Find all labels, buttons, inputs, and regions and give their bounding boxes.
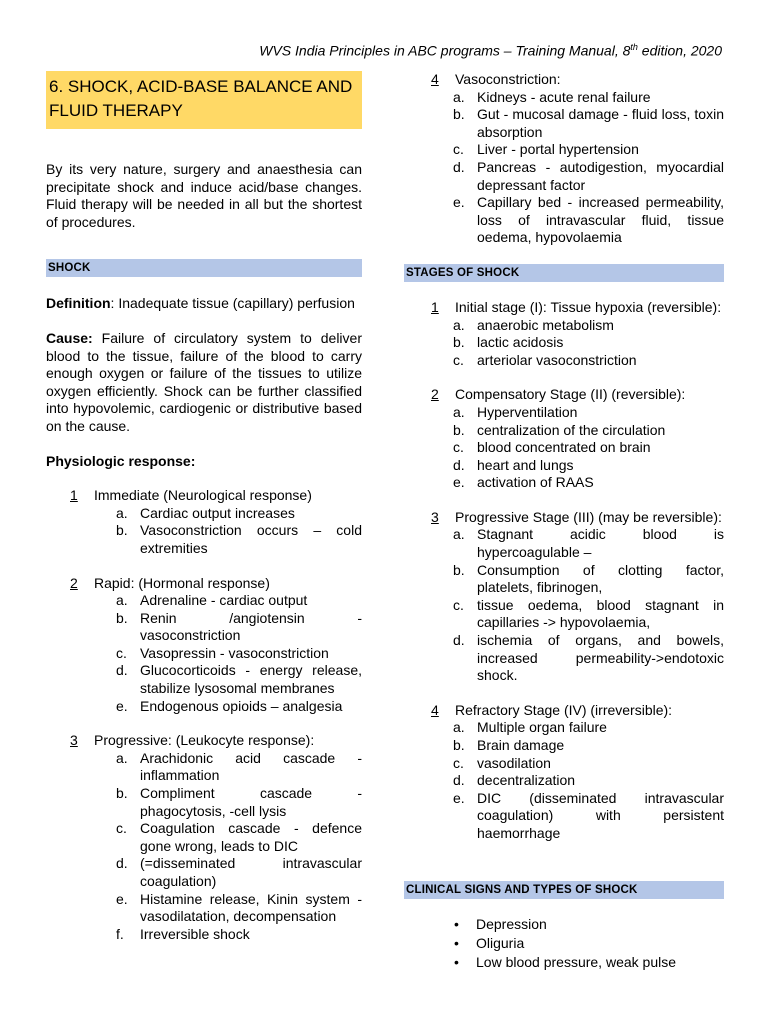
sub-item-text: Capillary bed - increased permeability, loss of intravascular fluid, tissue oedema, hypovolaemia — [477, 194, 724, 246]
item-number: 3 — [431, 508, 439, 525]
sub-item-letter: d. — [116, 855, 128, 872]
stages-list — [404, 299, 724, 843]
numbered-line — [404, 702, 724, 720]
cause-text: Failure of circulatory system to deliver blood to the tissue, failure of the blood to carry enough oxygen or failure of the tissues to utilize oxygen efficiently. Shock can be further classified into hypovolemic, cardiogenic or distributive based on the cause. — [46, 329, 362, 434]
vasoconstriction-list — [404, 71, 724, 247]
sub-item-letter: b. — [116, 785, 128, 802]
item-text: Vasoconstriction: — [455, 71, 561, 87]
numbered-item — [404, 702, 724, 843]
cause-paragraph — [46, 330, 362, 436]
sub-item-text: activation of RAAS — [477, 474, 594, 491]
sub-item-text: Arachidonic acid cascade - inflammation — [140, 749, 362, 784]
sub-item-letter: e. — [453, 194, 465, 211]
sub-item-text: Glucocorticoids - energy release, stabilize lysosomal membranes — [140, 662, 362, 697]
sub-item-letter: e. — [116, 890, 128, 907]
numbered-line — [404, 299, 724, 317]
header-sup: th — [630, 42, 638, 52]
sub-item-letter: a. — [453, 403, 465, 420]
sub-item-letter: f. — [116, 925, 124, 942]
sub-item — [404, 89, 724, 107]
sub-item-text: Liver - portal hypertension — [477, 141, 639, 158]
bullet-text: Oliguria — [476, 934, 525, 951]
sub-item — [404, 159, 724, 194]
numbered-item — [46, 732, 362, 943]
sub-item-text: Cardiac output increases — [140, 504, 295, 521]
sub-item — [404, 334, 724, 352]
sub-item — [404, 562, 724, 597]
sub-item-text: DIC (disseminated intravascular coagulation) with persistent haemorrhage — [477, 789, 724, 841]
sub-item — [404, 141, 724, 159]
sub-item-text: Multiple organ failure — [477, 719, 607, 736]
sub-item-letter: a. — [116, 749, 128, 766]
sub-item-letter: a. — [453, 719, 465, 736]
sub-item — [404, 632, 724, 685]
item-number: 2 — [431, 386, 439, 403]
sub-item-letter: c. — [453, 141, 464, 158]
numbered-line — [404, 386, 724, 404]
sub-item-letter: a. — [116, 504, 128, 521]
numbered-line — [404, 71, 724, 89]
sub-item-text: Brain damage — [477, 737, 565, 753]
sub-item — [404, 772, 724, 790]
numbered-item — [46, 575, 362, 716]
bullet-text: Depression — [476, 915, 547, 932]
sub-item-text: Vasoconstriction occurs – cold extremities — [140, 522, 362, 556]
sub-item — [404, 790, 724, 843]
sub-item — [46, 891, 362, 926]
sub-item-letter: b. — [116, 609, 128, 626]
definition-label: Definition — [46, 295, 111, 312]
item-number: 4 — [431, 71, 439, 87]
item-text: Immediate (Neurological response) — [94, 487, 312, 504]
sub-item — [46, 926, 362, 944]
item-number: 1 — [431, 298, 439, 315]
sub-item — [404, 106, 724, 141]
definition-paragraph — [46, 295, 362, 313]
left-column — [46, 71, 362, 943]
bullet-icon: • — [454, 953, 459, 970]
sub-item — [404, 755, 724, 773]
sub-item — [404, 719, 724, 737]
numbered-line — [46, 732, 362, 750]
section-heading-stages: STAGES OF SHOCK — [404, 264, 724, 282]
numbered-item — [404, 386, 724, 492]
sub-item-letter: d. — [453, 632, 465, 649]
sub-item-text: Adrenaline - cardiac output — [140, 592, 308, 609]
sub-item — [404, 457, 724, 475]
numbered-line — [46, 575, 362, 593]
sub-item — [46, 522, 362, 557]
sub-item-letter: d. — [453, 158, 465, 175]
sub-item — [46, 592, 362, 610]
sub-item-letter: a. — [116, 592, 128, 609]
sub-item — [46, 645, 362, 663]
sub-item-text: lactic acidosis — [477, 334, 564, 351]
sub-item — [46, 785, 362, 820]
sub-item — [404, 597, 724, 632]
sub-item-letter: b. — [116, 522, 128, 539]
sub-item-text: Pancreas - autodigestion, myocardial depressant factor — [477, 158, 724, 193]
sub-item-letter: d. — [453, 772, 465, 789]
sub-item-letter: c. — [453, 754, 464, 771]
bullet-icon: • — [454, 934, 459, 951]
sub-item-letter: a. — [453, 88, 465, 105]
sub-item-letter: e. — [453, 789, 465, 806]
item-text: Refractory Stage (IV) (irreversible): — [455, 701, 673, 718]
numbered-line — [46, 487, 362, 505]
intro-paragraph: By its very nature, surgery and anaesthesia can precipitate shock and induce acid/base changes. Fluid therapy will be needed in all but the shortest of procedures. — [46, 161, 362, 230]
sub-item-text: tissue oedema, blood stagnant in capillaries -> hypovolaemia, — [477, 596, 724, 631]
sub-item — [46, 855, 362, 890]
sub-item-letter: b. — [453, 334, 465, 351]
sub-item-text: Consumption of clotting factor, platelets, fibrinogen, — [477, 561, 724, 596]
numbered-item — [46, 487, 362, 557]
sub-item — [46, 820, 362, 855]
numbered-item — [404, 299, 724, 369]
sub-item — [404, 474, 724, 492]
numbered-item — [404, 509, 724, 685]
sub-item-text: centralization of the circulation — [477, 421, 666, 438]
sub-item-letter: e. — [116, 697, 128, 714]
sub-item-text: blood concentrated on brain — [477, 439, 651, 456]
definition-text: : Inadequate tissue (capillary) perfusion — [110, 295, 355, 312]
bullet-text: Low blood pressure, weak pulse — [476, 953, 677, 970]
sub-item-text: arteriolar vasoconstriction — [477, 351, 637, 368]
sub-item — [46, 750, 362, 785]
sub-item-text: Coagulation cascade - defence gone wrong, leads to DIC — [140, 820, 362, 854]
sub-item-letter: b. — [453, 106, 465, 123]
item-number: 1 — [70, 487, 78, 504]
sub-item — [404, 737, 724, 755]
sub-item-letter: d. — [116, 662, 128, 679]
header-tail: edition, 2020 — [637, 42, 722, 59]
sub-item — [404, 194, 724, 247]
item-text: Progressive: (Leukocyte response): — [94, 732, 315, 749]
chapter-title: 6. SHOCK, ACID-BASE BALANCE AND FLUID THERAPY — [46, 71, 362, 129]
item-text: Progressive Stage (III) (may be reversible): — [455, 508, 722, 525]
bullet-icon: • — [454, 915, 459, 932]
right-column — [404, 71, 724, 972]
sub-item-text: Kidneys - acute renal failure — [477, 88, 651, 105]
sub-item-text: ischemia of organs, and bowels, increased permeability->endotoxic shock. — [477, 632, 724, 684]
item-text: Compensatory Stage (II) (reversible): — [455, 386, 686, 403]
numbered-item — [404, 71, 724, 247]
sub-item-letter: a. — [453, 526, 465, 543]
item-number: 4 — [431, 701, 439, 718]
sub-item-text: Stagnant acidic blood is hypercoagulable – — [477, 526, 724, 561]
sub-item — [404, 317, 724, 335]
sub-item-text: Vasopressin - vasoconstriction — [140, 644, 329, 661]
sub-item-text: (=disseminated intravascular coagulation) — [140, 855, 362, 889]
sub-item-text: Irreversible shock — [140, 925, 250, 942]
sub-item-text: Gut - mucosal damage - fluid loss, toxin absorption — [477, 106, 724, 140]
sub-item-letter: c. — [116, 820, 127, 837]
section-heading-shock: SHOCK — [46, 259, 362, 277]
item-text: Rapid: (Hormonal response) — [94, 574, 270, 591]
sub-item-text: Compliment cascade - phagocytosis, -cell lysis — [140, 785, 362, 819]
item-number: 3 — [70, 732, 78, 749]
sub-item — [404, 404, 724, 422]
numbered-line — [404, 509, 724, 527]
sub-item — [46, 698, 362, 716]
bullet-item — [404, 934, 724, 953]
cause-label: Cause: — [46, 329, 93, 346]
running-header — [259, 42, 722, 59]
sub-item-text: decentralization — [477, 772, 576, 789]
physiologic-response-list — [46, 487, 362, 943]
sub-item-text: anaerobic metabolism — [477, 316, 614, 333]
sub-item — [404, 439, 724, 457]
item-text: Initial stage (I): Tissue hypoxia (reversible): — [455, 298, 722, 315]
physiologic-response-label: Physiologic response: — [46, 452, 196, 469]
sub-item-letter: a. — [453, 316, 465, 333]
sub-item-text: Endogenous opioids – analgesia — [140, 697, 343, 714]
sub-item — [46, 662, 362, 697]
sub-item-letter: b. — [453, 561, 465, 578]
sub-item-letter: b. — [453, 737, 465, 753]
item-number: 2 — [70, 574, 78, 591]
sub-item-text: Histamine release, Kinin system - vasodilatation, decompensation — [140, 890, 362, 925]
sub-item-letter: c. — [116, 644, 127, 661]
sub-item-letter: b. — [453, 421, 465, 438]
clinical-signs-list — [404, 915, 724, 972]
sub-item-letter: c. — [453, 351, 464, 368]
sub-item-text: vasodilation — [477, 754, 551, 771]
bullet-item — [404, 953, 724, 972]
sub-item-letter: e. — [453, 474, 465, 491]
sub-item-letter: d. — [453, 456, 465, 473]
sub-item-text: heart and lungs — [477, 456, 574, 473]
sub-item — [404, 526, 724, 561]
sub-item — [46, 505, 362, 523]
sub-item-letter: c. — [453, 596, 464, 613]
section-heading-clinical: CLINICAL SIGNS AND TYPES OF SHOCK — [404, 881, 724, 899]
sub-item — [46, 610, 362, 645]
header-text: WVS India Principles in ABC programs – Training Manual, 8 — [259, 42, 631, 59]
bullet-item — [404, 915, 724, 934]
sub-item — [404, 422, 724, 440]
sub-item-letter: c. — [453, 439, 464, 456]
sub-item — [404, 352, 724, 370]
sub-item-text: Hyperventilation — [477, 403, 578, 420]
sub-item-text: Renin /angiotensin - vasoconstriction — [140, 609, 362, 644]
